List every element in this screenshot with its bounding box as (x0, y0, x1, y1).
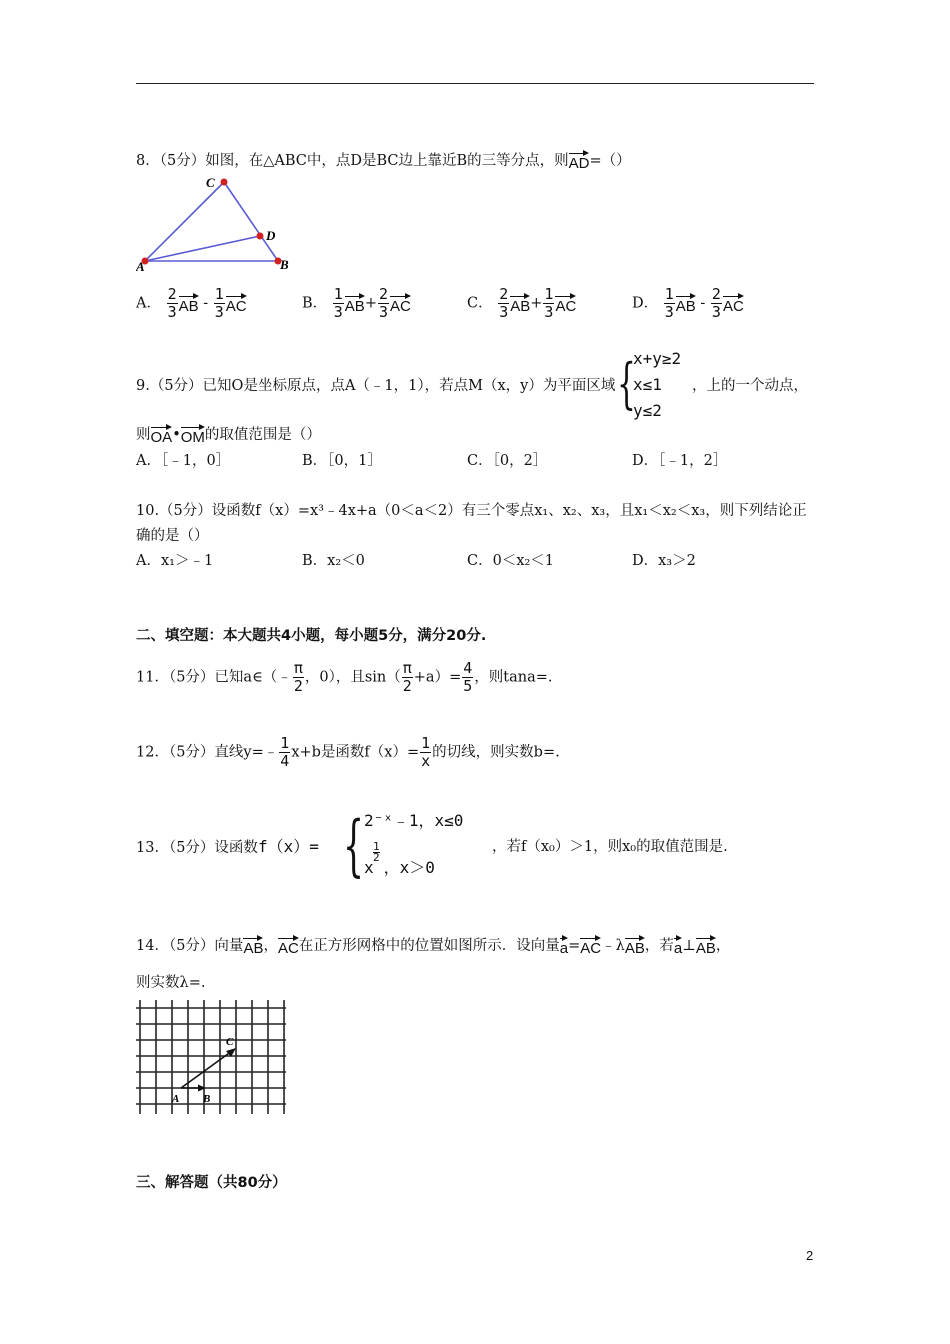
q9-line2: 则OA•OM的取值范围是（） (136, 424, 321, 446)
q9-option-d: D．［﹣1，2］ (632, 453, 728, 469)
q9-stem: 9.（5分）已知O是坐标原点，点A（﹣1，1），若点M（x，y）为平面区域 (136, 378, 616, 394)
vector-ad: AD (569, 150, 590, 172)
section-2-heading: 二、填空题：本大题共4小题，每小题5分，满分20分. (136, 628, 487, 644)
segment-ad (145, 236, 260, 261)
label-b: B (280, 257, 289, 272)
q8-option-b: B． $\frac{1}{3}$ AB+ $\frac{2}{3}$ AC (302, 285, 411, 321)
q13-brace: { (343, 807, 364, 884)
q13-case-1: 2⁻ˣ﹣1，x≤0 (364, 811, 464, 830)
q8-option-a: A． $\frac{2}{3}$ AB - $\frac{1}{3}$ AC (136, 285, 247, 321)
q10-option-b: B．x₂＜0 (302, 553, 365, 569)
q13-lead: 13．（5分）设函数f（x）= (136, 837, 319, 856)
q8-option-d: D． $\frac{1}{3}$ AB - $\frac{2}{3}$ AC (632, 285, 744, 321)
q9-option-c: C．［0，2］ (467, 453, 548, 469)
q13-tail: ，若f（x₀）＞1，则x₀的取值范围是. (492, 839, 728, 855)
grid-label-b: B (203, 1093, 211, 1105)
page-number: 2 (806, 1248, 814, 1263)
q10-option-c: C．0＜x₂＜1 (467, 553, 555, 569)
q10-line1: 10.（5分）设函数f（x）=x³﹣4x+a（0＜a＜2）有三个零点x₁、x₂、x₃，且x₁＜x₂＜x₃，则下列结论正 (136, 503, 807, 519)
q8-stem: 8．（5分）如图，在△ABC中，点D是BC边上靠近B的三等分点，则AD=（） (136, 150, 631, 172)
q14-grid-figure (136, 1000, 288, 1116)
q12: 12．（5分）直线y=﹣ $\frac{1}{4}$ x+b是函数f（x）= $\frac{1}{x}$ 的切线，则实数b=. (136, 734, 560, 770)
q10-option-a: A．x₁＞﹣1 (136, 553, 214, 569)
label-a: A (136, 259, 145, 274)
q8-triangle-figure (136, 172, 296, 276)
grid-label-c: C (226, 1036, 234, 1048)
q13-case-2: x 1 2 ，x＞0 (364, 840, 435, 877)
q8-option-c: C． $\frac{2}{3}$ AB+ $\frac{1}{3}$ AC (467, 285, 577, 321)
section-3-heading: 三、解答题（共80分） (136, 1175, 287, 1191)
q9-option-a: A．［﹣1，0］ (136, 453, 231, 469)
q10-option-d: D．x₃＞2 (632, 553, 696, 569)
point-c (221, 179, 228, 186)
q14-line1: 14．（5分）向量AB，AC在正方形网格中的位置如图所示．设向量a=AC﹣λAB，若a⊥AB， (136, 935, 730, 957)
q9-option-b: B．［0，1］ (302, 453, 382, 469)
label-c: C (206, 175, 215, 190)
q9-constraints: x+y≥2 x≤1 y≤2 (633, 349, 682, 420)
q10-line2: 确的是（） (136, 528, 209, 544)
arrowhead-b-icon (198, 1085, 206, 1092)
label-d: D (266, 228, 276, 243)
grid-label-a: A (172, 1093, 180, 1105)
q14-line2: 则实数λ=. (136, 975, 206, 991)
q9-brace: { (617, 352, 636, 415)
header-rule (136, 83, 814, 84)
side-cb (224, 182, 278, 261)
point-d (257, 233, 264, 240)
q11: 11．（5分）已知a∈（﹣ $\frac{\pi}{2}$ ，0），且sin（ $\frac{\pi}{2}$ +a）= $\frac{4}{5}$ ，则tana=. (136, 659, 553, 695)
side-ac (145, 182, 224, 261)
q9-stem-tail: ，上的一个动点， (692, 378, 808, 394)
